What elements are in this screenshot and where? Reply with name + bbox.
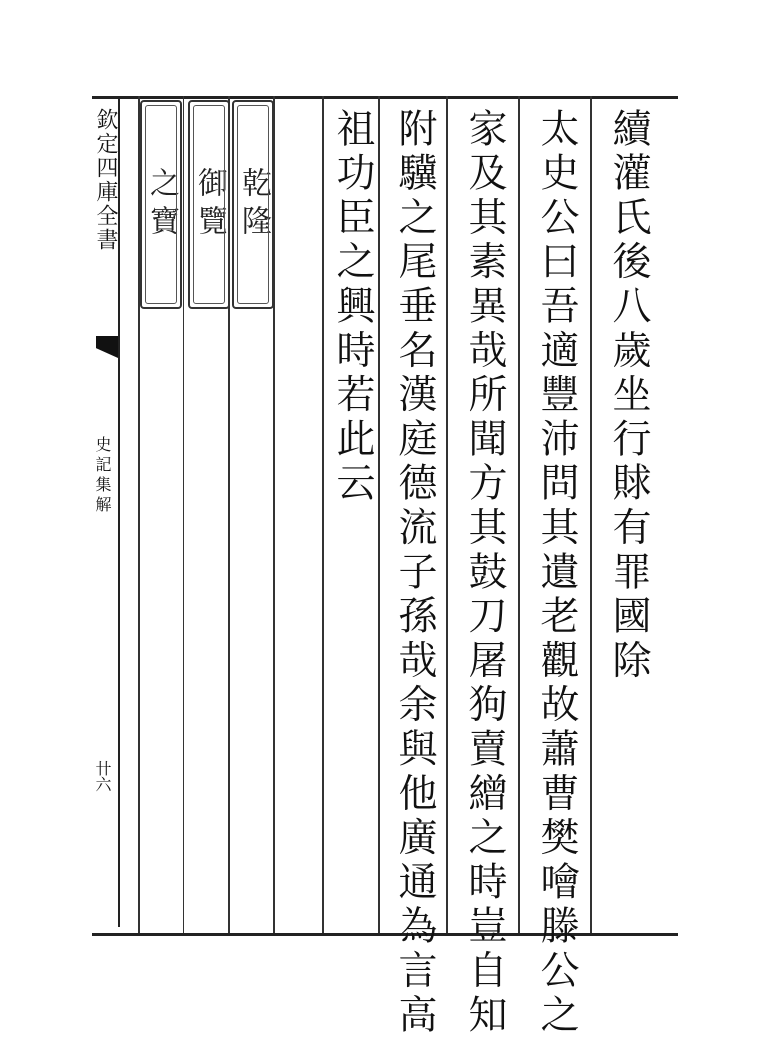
text-column-2: 太史公曰吾適豐沛問其遺老觀故蕭曹樊噲滕公之 <box>534 108 579 1038</box>
seal-text: 御覽 <box>192 166 227 243</box>
imperial-seal-left <box>140 100 182 309</box>
text-column-1: 續灌氏後八歲坐行賕有罪國除 <box>606 108 651 684</box>
column-rule <box>446 96 448 933</box>
book-title: 史記集解 <box>93 436 112 516</box>
column-rule <box>518 96 520 933</box>
collection-title: 欽定四庫全書 <box>93 108 118 252</box>
seal-text: 乾隆 <box>236 166 271 243</box>
page-number: 卄六 <box>93 760 112 792</box>
column-rule <box>378 96 380 933</box>
imperial-seal-right <box>232 100 274 309</box>
seal-text: 之寶 <box>144 166 179 243</box>
text-column-5: 祖功臣之興時若此云 <box>330 108 375 507</box>
column-rule <box>590 96 592 933</box>
text-column-4: 附驥之尾垂名漢庭德流子孫哉余與他廣通為言高 <box>392 108 437 1038</box>
text-column-3: 家及其素異哉所聞方其鼓刀屠狗賣繒之時豈自知 <box>462 108 507 1038</box>
imperial-seal-middle <box>188 100 230 309</box>
column-rule <box>183 96 184 933</box>
column-rule <box>322 96 324 933</box>
